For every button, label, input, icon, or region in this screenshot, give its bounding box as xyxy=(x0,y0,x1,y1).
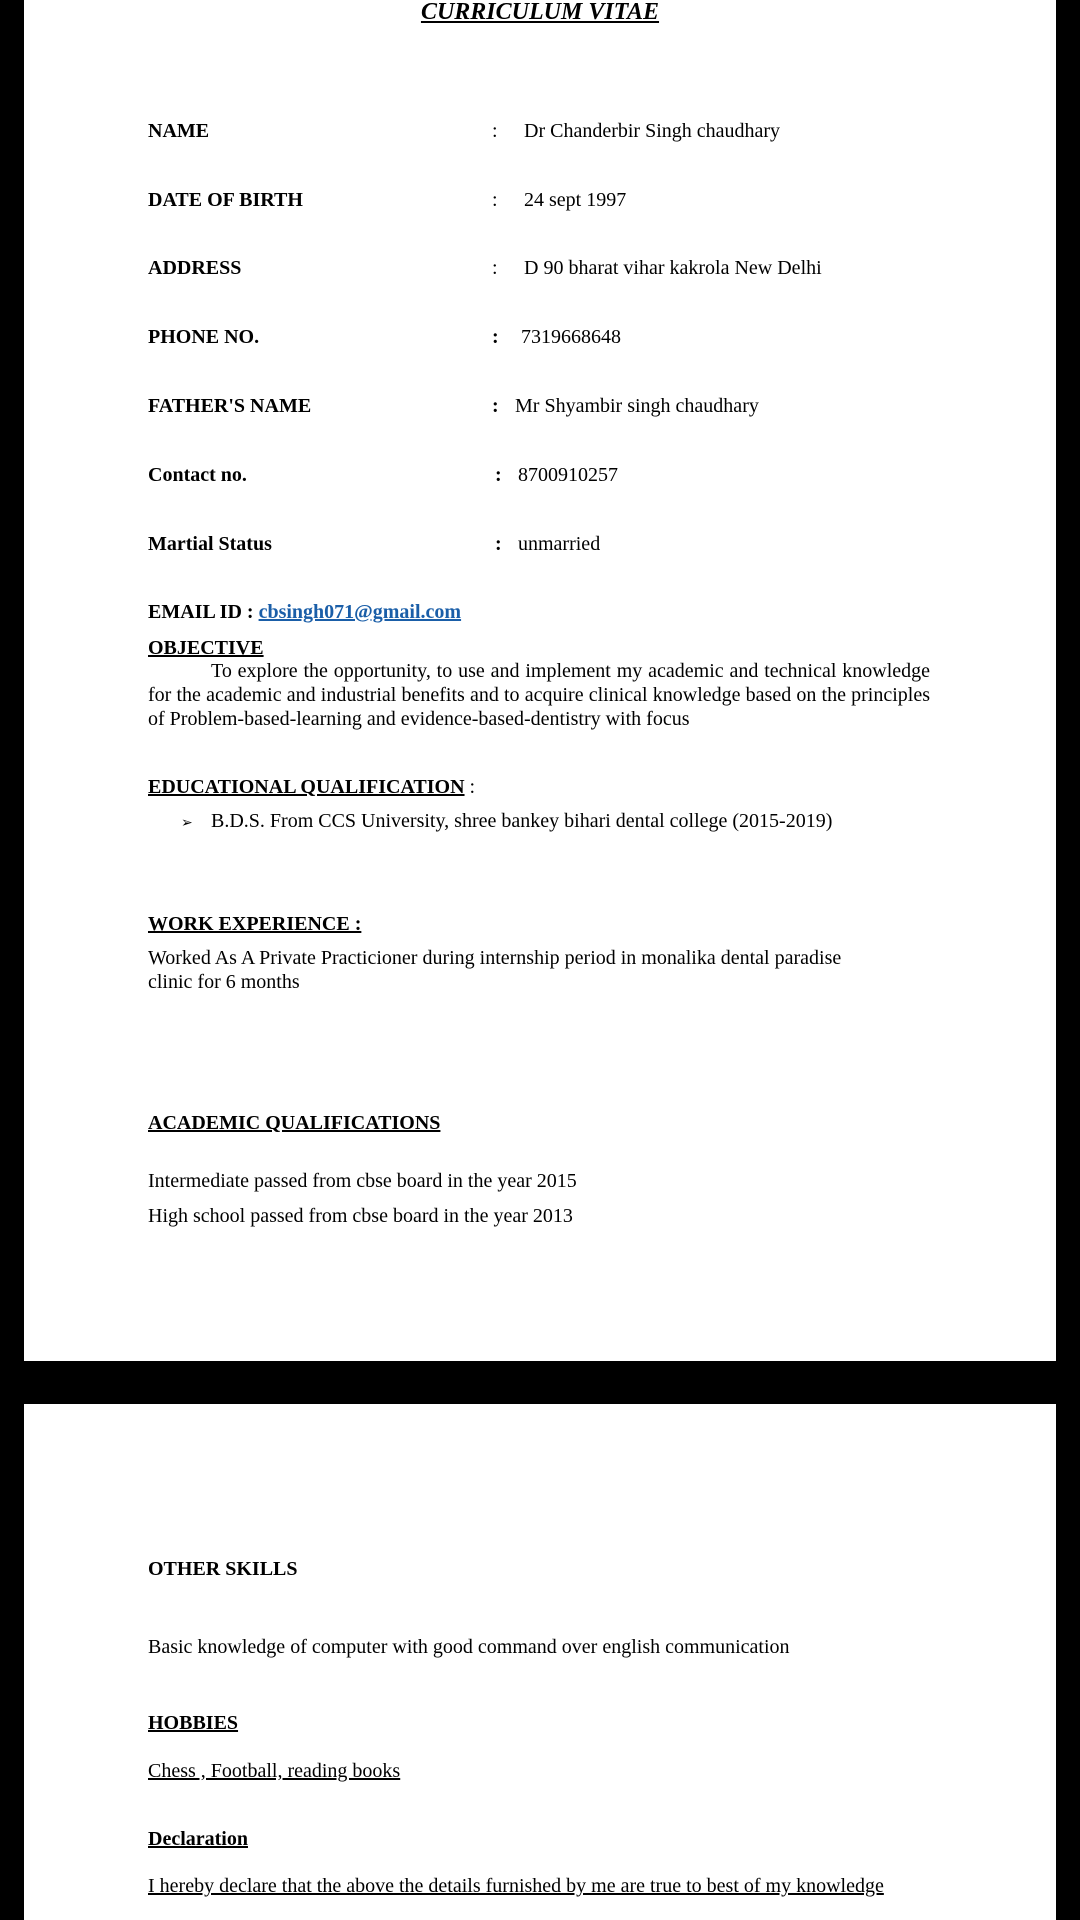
education-item-text: B.D.S. From CCS University, shree bankey bihari dental college (2015-2019) xyxy=(211,810,833,832)
father-name-label: FATHER'S NAME xyxy=(148,395,312,417)
dob-colon: : xyxy=(492,189,498,211)
education-heading-suffix: : xyxy=(464,776,476,798)
address-value: D 90 bharat vihar kakrola New Delhi xyxy=(524,257,822,279)
education-heading-row xyxy=(148,775,475,799)
document-title: CURRICULUM VITAE xyxy=(420,0,660,25)
other-skills-text: Basic knowledge of computer with good command over english communication xyxy=(148,1636,790,1658)
education-item xyxy=(181,809,832,835)
hobbies-text: Chess , Football, reading books xyxy=(148,1760,401,1782)
contact-value: 8700910257 xyxy=(518,464,618,486)
declaration-heading: Declaration xyxy=(148,1828,248,1850)
document-page-1 xyxy=(24,0,1056,1361)
email-label: EMAIL ID : xyxy=(148,601,259,623)
work-experience-line-1: Worked As A Private Practicioner during internship period in monalika dental paradise xyxy=(148,947,842,969)
contact-label: Contact no. xyxy=(148,464,247,486)
email-link[interactable]: cbsingh071@gmail.com xyxy=(258,601,462,623)
work-experience-heading: WORK EXPERIENCE : xyxy=(148,913,362,935)
document-page-2 xyxy=(24,1404,1056,1920)
objective-text: To explore the opportunity, to use and implement my academic and technical knowledge for the academic and industrial benefits and to acquire clinical knowledge based on the principles of Problem-based-learning and evidence-based-dentistry with focus xyxy=(148,660,930,730)
phone-colon: : xyxy=(492,326,499,348)
father-name-colon: : xyxy=(492,395,499,417)
address-colon: : xyxy=(492,257,498,279)
dob-label: DATE OF BIRTH xyxy=(148,189,303,211)
arrow-bullet-icon: ➢ xyxy=(181,815,193,831)
marital-status-value: unmarried xyxy=(518,533,601,555)
hobbies-heading: HOBBIES xyxy=(148,1712,239,1734)
education-heading: EDUCATIONAL QUALIFICATION xyxy=(148,776,465,798)
marital-status-label: Martial Status xyxy=(148,533,272,555)
address-label: ADDRESS xyxy=(148,257,242,279)
contact-colon: : xyxy=(495,464,502,486)
name-value: Dr Chanderbir Singh chaudhary xyxy=(524,120,781,142)
name-label: NAME xyxy=(148,120,210,142)
academic-item-2: High school passed from cbse board in the year 2013 xyxy=(148,1205,573,1227)
marital-status-colon: : xyxy=(495,533,502,555)
father-name-value: Mr Shyambir singh chaudhary xyxy=(515,395,759,417)
objective-heading: OBJECTIVE xyxy=(148,637,264,659)
name-colon: : xyxy=(492,120,498,142)
other-skills-heading: OTHER SKILLS xyxy=(148,1558,298,1580)
work-experience-line-2: clinic for 6 months xyxy=(148,971,300,993)
phone-value: 7319668648 xyxy=(521,326,621,348)
dob-value: 24 sept 1997 xyxy=(524,189,627,211)
email-row xyxy=(148,600,461,624)
academic-item-1: Intermediate passed from cbse board in the year 2015 xyxy=(148,1170,577,1192)
academic-heading: ACADEMIC QUALIFICATIONS xyxy=(148,1112,441,1134)
declaration-text: I hereby declare that the above the details furnished by me are true to best of my knowledge xyxy=(148,1875,884,1897)
phone-label: PHONE NO. xyxy=(148,326,260,348)
